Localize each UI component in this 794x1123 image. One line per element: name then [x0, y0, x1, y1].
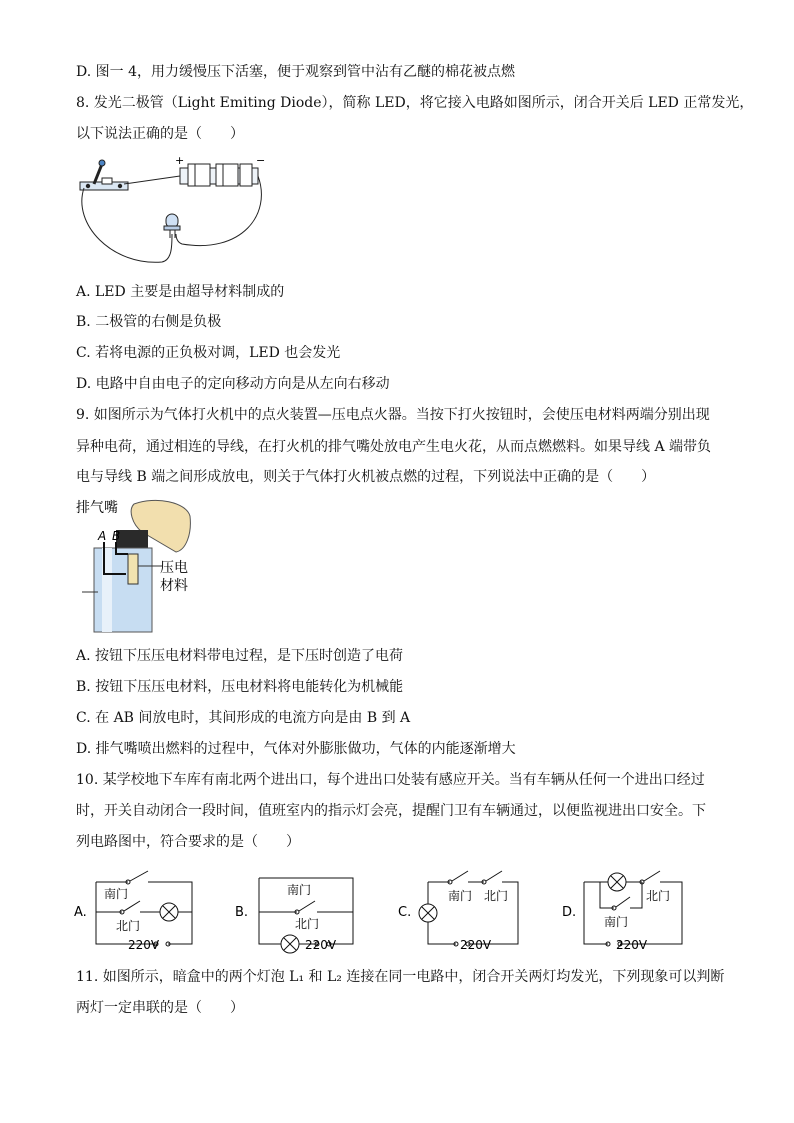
- south-gate-label: 南门: [104, 887, 129, 901]
- q8-stem-line-1: 8. 发光二极管（Light Emiting Diode），简称 LED，将它接入电路如图所示，闭合开关后 LED 正常发光，: [76, 95, 754, 111]
- q8-option-a: A. LED 主要是由超导材料制成的: [76, 284, 285, 300]
- q7-option-d: D. 图一 4，用力缓慢压下活塞，便于观察到管中沾有乙醚的棉花被点燃: [76, 64, 515, 80]
- q8-circuit-figure: [72, 154, 272, 270]
- label-b: B: [112, 529, 121, 543]
- south-gate-label: 南门: [604, 915, 629, 929]
- q10-circuit-a: [74, 864, 204, 954]
- label-a: A: [98, 529, 107, 543]
- north-gate-label: 北门: [484, 889, 509, 903]
- piezo-label-2: 材料: [160, 578, 188, 594]
- q10-stem-line-2: 时，开关自动闭合一段时间，值班室内的指示灯会亮，提醒门卫有车辆通过，以便监视进出口安全。下: [76, 803, 706, 819]
- piezo-label-1: 压电: [160, 560, 188, 576]
- north-gate-label: 北门: [295, 917, 320, 931]
- option-c-label: C.: [398, 905, 412, 920]
- south-gate-label: 南门: [287, 883, 312, 897]
- q8-option-b: B. 二极管的右侧是负极: [76, 314, 222, 330]
- voltage-label: 220V: [616, 938, 648, 952]
- q8-stem-line-2: 以下说法正确的是（ ）: [76, 126, 244, 142]
- option-b-label: B.: [235, 905, 249, 920]
- north-gate-label: 北门: [116, 919, 141, 933]
- option-a-label: A.: [74, 905, 87, 920]
- q9-option-a: A. 按钮下压压电材料带电过程，是下压时创造了电荷: [76, 648, 404, 664]
- q10-circuit-d: [558, 864, 688, 954]
- q10-stem-line-1: 10. 某学校地下车库有南北两个进出口，每个进出口处装有感应开关。当有车辆从任何一个进出口经过: [76, 772, 705, 788]
- voltage-label: 220V: [460, 938, 492, 952]
- q10-stem-line-3: 列电路图中，符合要求的是（ ）: [76, 834, 300, 850]
- q9-lighter-figure: [76, 494, 196, 634]
- voltage-label: 220V: [305, 938, 337, 952]
- q9-option-b: B. 按钮下压压电材料，压电材料将电能转化为机械能: [76, 679, 404, 695]
- north-gate-label: 北门: [646, 889, 671, 903]
- battery-plus-label: +: [175, 154, 185, 167]
- q9-stem-line-2: 异种电荷，通过相连的导线，在打火机的排气嘴处放电产生电火花，从而点燃燃料。如果导线 A 端带负: [76, 439, 712, 455]
- q8-option-d: D. 电路中自由电子的定向移动方向是从左向右移动: [76, 376, 390, 392]
- q9-option-d: D. 排气嘴喷出燃料的过程中，气体对外膨胀做功，气体的内能逐渐增大: [76, 741, 516, 757]
- q9-stem-line-3: 电与导线 B 端之间形成放电，则关于气体打火机被点燃的过程，下列说法中正确的是（ ）: [76, 469, 656, 485]
- q9-option-c: C. 在 AB 间放电时，其间形成的电流方向是由 B 到 A: [76, 710, 411, 726]
- option-d-label: D.: [562, 905, 577, 920]
- south-gate-label: 南门: [448, 889, 473, 903]
- nozzle-label: 排气嘴: [76, 500, 118, 516]
- q9-stem-line-1: 9. 如图所示为气体打火机中的点火装置—压电点火器。当按下打火按钮时，会使压电材料两端分别出现: [76, 407, 710, 423]
- q8-option-c: C. 若将电源的正负极对调，LED 也会发光: [76, 345, 341, 361]
- q10-circuit-c: [398, 864, 528, 954]
- voltage-label: 220V: [128, 938, 160, 952]
- q11-stem-line-2: 两灯一定串联的是（ ）: [76, 1000, 244, 1016]
- q10-circuit-b: [235, 864, 365, 954]
- battery-minus-label: −: [256, 154, 266, 167]
- q11-stem-line-1: 11. 如图所示，暗盒中的两个灯泡 L₁ 和 L₂ 连接在同一电路中，闭合开关两灯均发光，下列现象可以判断: [76, 969, 725, 985]
